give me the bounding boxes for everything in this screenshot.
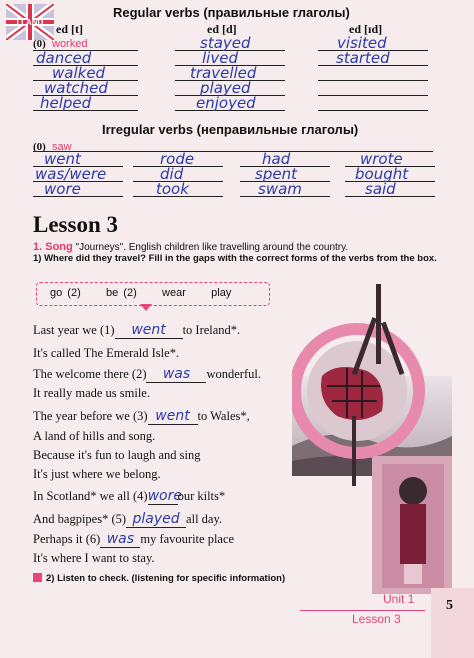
poem-line: In Scotland* we all (4)woreour kilts* bbox=[33, 488, 226, 504]
poem-line: Because it's fun to laugh and sing bbox=[33, 448, 201, 462]
flag-label: I LAND bbox=[16, 18, 44, 27]
footer-unit: Unit 1 bbox=[383, 592, 415, 606]
poem-line: Perhaps it (6) was my favourite place bbox=[33, 531, 235, 547]
task-1-instructions: 1) Where did they travel? Fill in the gaps with the correct forms of the verbs from the box. bbox=[33, 253, 437, 264]
page-number: 5 bbox=[446, 598, 453, 613]
footer-divider bbox=[300, 610, 425, 611]
irregular-example-marker: (0) bbox=[33, 141, 46, 153]
poem-line: It's called The Emerald Isle*. bbox=[33, 346, 180, 360]
irregular-example: saw bbox=[52, 141, 72, 153]
irregular-word: took bbox=[156, 180, 189, 198]
poem-line: And bagpipes* (5) played all day. bbox=[33, 511, 223, 527]
regular-example-marker: (0) bbox=[33, 38, 46, 50]
poem-line: It's just where we belong. bbox=[33, 467, 161, 481]
footer-lesson: Lesson 3 bbox=[352, 612, 401, 626]
song-intro bbox=[33, 241, 348, 253]
song-title: "Journeys". bbox=[75, 242, 126, 253]
irregular-word: wrote bbox=[360, 150, 403, 168]
irregular-word: did bbox=[160, 165, 184, 183]
irregular-word: bought bbox=[355, 165, 409, 183]
answer-line bbox=[318, 95, 428, 96]
word-box-pointer bbox=[140, 304, 152, 311]
word-box-words: go (2) be (2) wear play bbox=[50, 287, 232, 299]
regular-verbs-heading: Regular verbs (правильные глаголы) bbox=[113, 5, 350, 20]
lesson-title: Lesson 3 bbox=[33, 212, 118, 237]
col-header-d: ed [d] bbox=[207, 22, 237, 36]
regular-d-word: travelled bbox=[190, 64, 257, 82]
regular-d-word: lived bbox=[202, 49, 238, 67]
answer-line bbox=[318, 110, 428, 111]
poem-line: The welcome there (2) was wonderful. bbox=[33, 366, 261, 382]
audio-speaker-icon[interactable] bbox=[33, 573, 42, 582]
poem-line: It's where I want to stay. bbox=[33, 551, 155, 565]
regular-example: worked bbox=[52, 38, 88, 50]
regular-t-word: helped bbox=[40, 94, 92, 112]
poem-line: It really made us smile. bbox=[33, 386, 150, 400]
col-header-t: ed [t] bbox=[56, 22, 83, 36]
regular-d-word: enjoyed bbox=[196, 94, 256, 112]
regular-id-word: started bbox=[336, 49, 390, 67]
bagpipes-photo bbox=[292, 276, 452, 594]
answer-line bbox=[318, 80, 428, 81]
task-2-instructions: 2) Listen to check. (listening for specific information) bbox=[46, 573, 286, 584]
irregular-word: wore bbox=[44, 180, 81, 198]
col-header-id: ed [ɪd] bbox=[349, 22, 383, 36]
regular-t-word: danced bbox=[36, 49, 92, 67]
song-number: 1. Song bbox=[33, 241, 73, 253]
irregular-word: rode bbox=[160, 150, 195, 168]
poem-line: A land of hills and song. bbox=[33, 429, 156, 443]
irregular-word: swam bbox=[258, 180, 302, 198]
uk-flag-logo bbox=[6, 4, 54, 40]
poem-line: The year before we (3) went to Wales*, bbox=[33, 408, 250, 424]
irregular-verbs-heading: Irregular verbs (неправильные глаголы) bbox=[102, 122, 359, 137]
regular-d-word: stayed bbox=[200, 34, 251, 52]
irregular-word: spent bbox=[255, 165, 297, 183]
regular-id-word: visited bbox=[337, 34, 387, 52]
regular-d-word: played bbox=[200, 79, 251, 97]
irregular-word: had bbox=[262, 150, 291, 168]
regular-t-word: watched bbox=[44, 79, 108, 97]
song-description: English children like travelling around the country. bbox=[128, 242, 349, 253]
irregular-word: was/were bbox=[35, 165, 107, 183]
poem-line: Last year we (1) went to Ireland*. bbox=[33, 322, 241, 338]
regular-t-word: walked bbox=[52, 64, 106, 82]
irregular-word: said bbox=[365, 180, 396, 198]
irregular-word: went bbox=[44, 150, 81, 168]
